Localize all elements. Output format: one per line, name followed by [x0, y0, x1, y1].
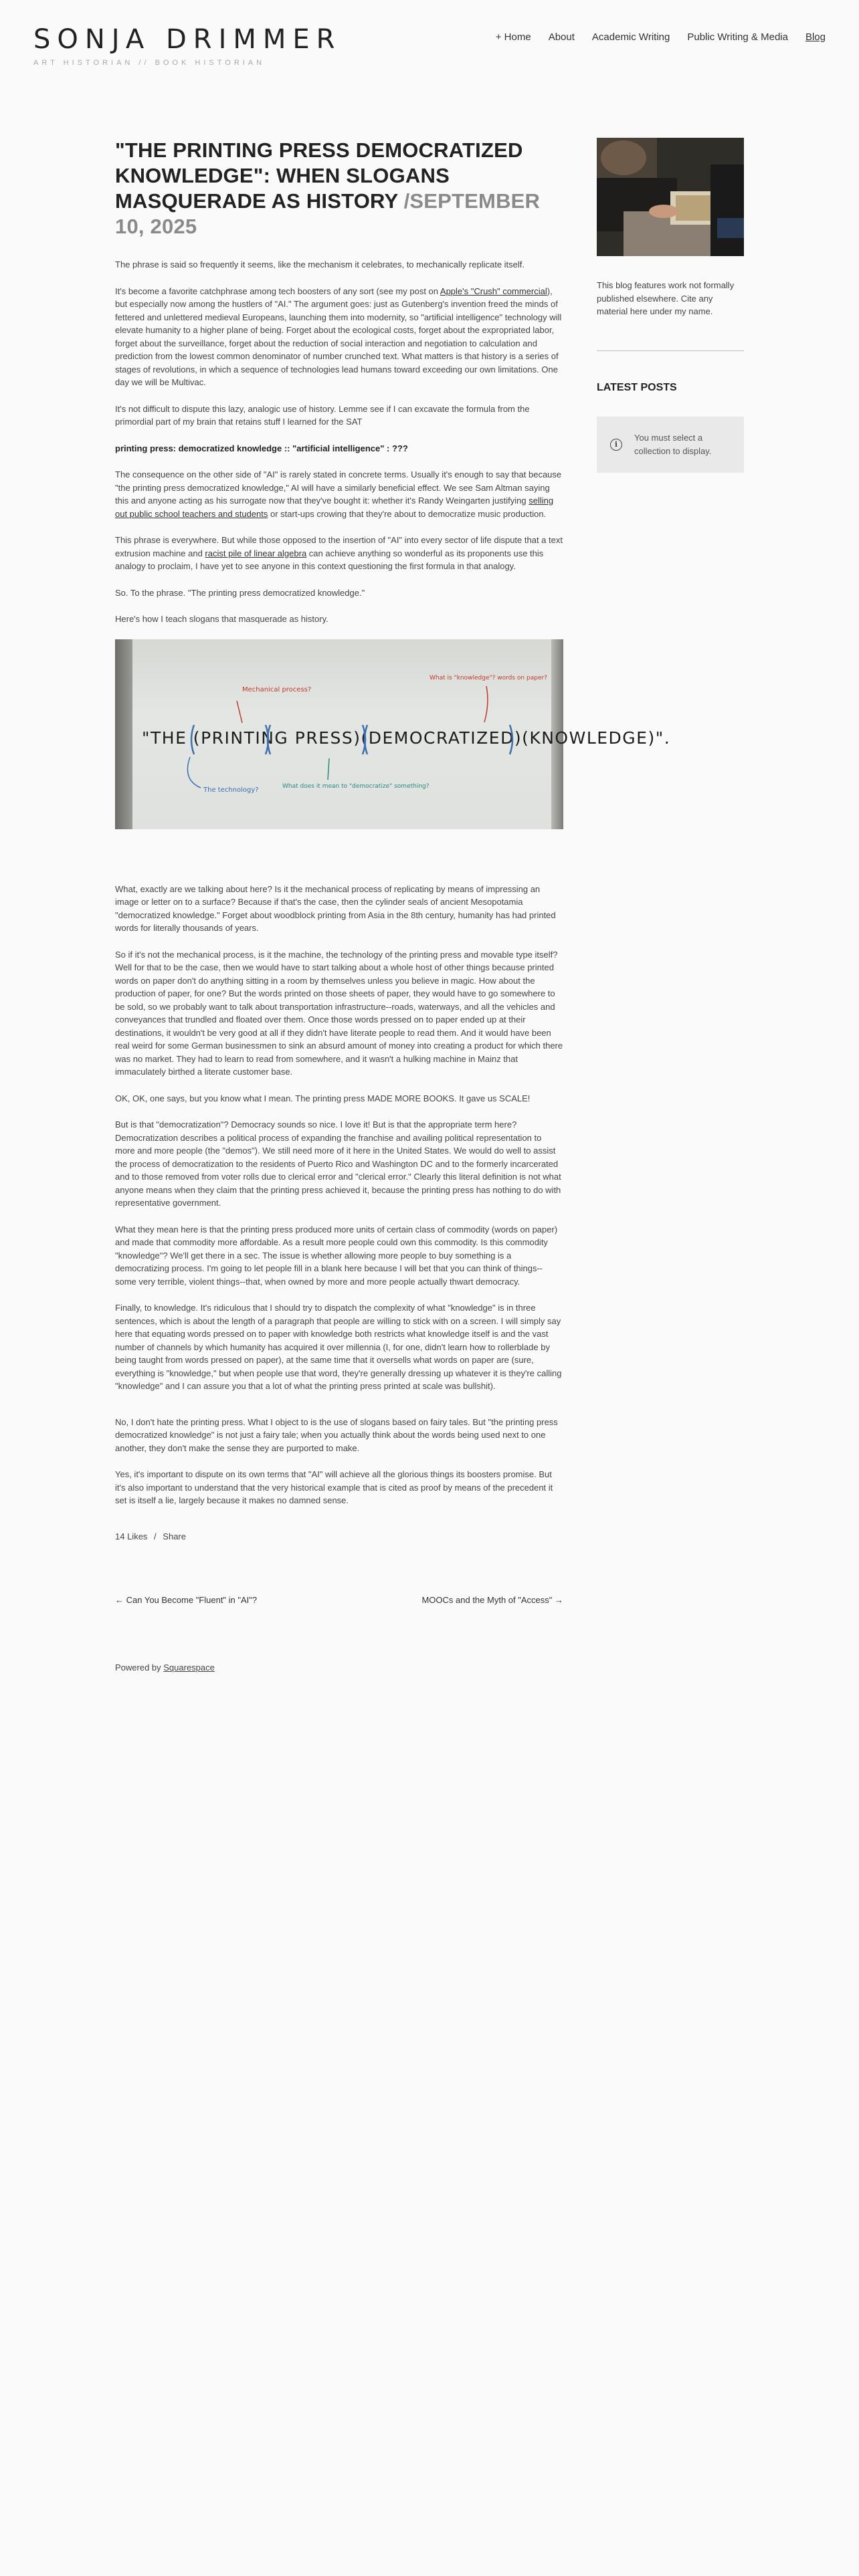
paragraph: But is that "democratization"? Democracy sounds so nice. I love it! But is that the appropriate term here? Democratization describes a political process of expanding the franchise and availing political representation to more and more people (the "demos"). We still need more of it here in the United States. We would do well to assist the process of democratization to the residents of Puerto Rico and Washington DC and to the formerly incarcerated and to those removed from voter rolls due to clerical error and "clerical error." Clearly this literal definition is not what anyone means when they claim that the printing press achieved it, because the printing press has nothing to do with representative government. [115, 1119, 561, 1208]
link-apple-crush[interactable]: Apple's "Crush" commercial [440, 286, 547, 296]
latest-posts-heading: LATEST POSTS [597, 381, 677, 393]
annotation-knowledge: What is "knowledge"? words on paper? [430, 674, 547, 681]
text-run: or start-ups crowing that they're about to democratize music production. [268, 508, 547, 519]
text-run: The consequence on the other side of "AI" is rarely stated in concrete terms. Usually it's enough to say that because "the printing press democratized knowledge," AI will have a similarly beneficial effect. We see Sam Altman saying this and anyone acting as his surrogate now that they've bought it: whether it's Randy Weingarten justifying [115, 469, 562, 506]
post-pagination [115, 1595, 563, 1605]
site-footer [115, 1662, 563, 1673]
collection-notice [597, 417, 744, 473]
paragraph: OK, OK, one says, but you know what I mean. The printing press MADE MORE BOOKS. It gave us SCALE! [115, 1093, 531, 1103]
squarespace-link[interactable]: Squarespace [163, 1662, 215, 1673]
paragraph: What they mean here is that the printing press produced more units of certain class of commodity (words on paper) and made that commodity more affordable. As a result more people could own this commodity. Is this commodity "knowledge"? We'll get there in a sec. The issue is whether allowing more people to buy something is a democratizing process. I'm going to let people fill in a blank here because I will bet that you can think of things--some very terrible, violent things--that, when owned by more and more people actually thwart democracy. [115, 1224, 558, 1287]
share-button[interactable]: Share [163, 1531, 186, 1541]
post-title-text: "THE PRINTING PRESS DEMOCRATIZED KNOWLEDGE": WHEN SLOGANS MASQUERADE AS HISTORY [115, 138, 523, 213]
sidebar-about: This blog features work not formally published elsewhere. Cite any material here under my name. [597, 280, 735, 316]
post-meta [115, 1531, 563, 1541]
nav-about[interactable]: About [548, 31, 575, 43]
paragraph: So. To the phrase. "The printing press democratized knowledge." [115, 587, 365, 598]
link-racist-pile[interactable]: racist pile of linear algebra [205, 548, 307, 558]
paragraph [115, 534, 563, 573]
powered-by-text: Powered by [115, 1662, 164, 1673]
paragraph: The phrase is said so frequently it seems, like the mechanism it celebrates, to mechanically replicate itself. [115, 259, 524, 270]
notice-text: You must select a collection to display. [634, 432, 712, 456]
prev-post-link[interactable]: ← Can You Become "Fluent" in "AI"? [115, 1594, 258, 1605]
paragraph: So if it's not the mechanical process, is it the machine, the technology of the printing press and movable type itself? Well for that to be the case, then we would have to start talking about a whole host of other things because printed words on paper don't do anything sitting in a room by themselves unless you believe in magic. How about the production of paper, for one? But the words printed on those sheets of paper, they would have to go somewhere to be sold, so we probably want to talk about transportation infrastructure--roads, waterways, and all the vehicles and conveyances that trundled and floated over them. Once those words pressed on to paper ended up at their destinations, it wouldn't be very good at all if they didn't have literate people to read them. And it would have been real weird for some German businessmen to sink an absurd amount of money into creating a product for which there was no market. They had to learn to read from somewhere, and it wasn't a hulking machine in Mainz that immaculately birthed a literate customer base. [115, 949, 563, 1077]
main-nav [496, 31, 826, 43]
sidebar-divider [597, 350, 744, 351]
post-date: /SEPTEMBER 10, 2025 [115, 189, 541, 238]
teal-arrow [328, 758, 329, 780]
site-header [0, 0, 859, 80]
nav-academic-writing[interactable]: Academic Writing [591, 31, 670, 43]
text-run: This phrase is everywhere. But while those opposed to the insertion of "AI" into every sector of life dispute that a text extrusion machine and [115, 535, 563, 558]
paragraph [115, 285, 563, 389]
paragraph: Here's how I teach slogans that masquerade as history. [115, 614, 328, 624]
info-icon: i [610, 439, 622, 451]
nav-public-writing[interactable]: Public Writing & Media [687, 31, 788, 43]
red-arrow [237, 701, 242, 723]
nav-home[interactable]: + Home [495, 31, 531, 43]
site-logo[interactable] [33, 24, 341, 67]
text-run: ), but especially now among the hustlers of "AI." The argument goes: just as Gutenberg's invention freed the minds of fettered and unlettered medieval Europeans, launching them into modernity, so "artificial intelligence" technology will elevate humanity to a higher plane of being. Forget about the ecological costs, forget about the expropriated labor, forget about the surveillance, forget about the reduction of social interaction and negotiation to calculation and prediction from the lowest common denominator of number crunched text. What matters is that history is a series of stages of revolutions, in which a sequence of technologies lead humans toward exceeding our own limitations. One day we will be Multivac. [115, 286, 562, 387]
site-title[interactable]: SONJA DRIMMER [33, 24, 342, 55]
site-tagline: ART HISTORIAN // BOOK HISTORIAN [33, 59, 266, 67]
paragraph: Finally, to knowledge. It's ridiculous that I should try to dispatch the complexity of what "knowledge" is in three sentences, which is about the length of a paragraph that people are willing to stick with on a screen. I will simply say here that equating words pressed on to paper with knowledge both restricts what knowledge itself is and the vast number of channels by which humanity has acquired it over millennia (I, for one, didn't learn how to rollerblade by being taught from words pressed on paper), at the same time that it oversells what words on paper are (sure, everything is "knowledge," but when people use that word, they're generally dressing up whatever it is they're calling "knowledge" and I can assure you that a lot of what the printing press printed at scale was bullshit). [115, 1303, 562, 1391]
post-title [115, 138, 563, 239]
paragraph: It's not difficult to dispute this lazy, analogic use of history. Lemme see if I can excavate the formula from the primordial part of my brain that retains stuff I learned for the SAT [115, 403, 530, 427]
paragraph [115, 468, 563, 520]
annotation-democratize: What does it mean to "democratize" something? [282, 782, 430, 790]
blue-arrow [187, 757, 201, 788]
annotation-technology: The technology? [203, 786, 259, 794]
paragraph: No, I don't hate the printing press. What I object to is the use of slogans based on fairy tales. But "the printing press democratized knowledge" is not just a fairy tale; when you actually think about the words being used next to one another, they don't make the sense they are purported to make. [115, 1416, 558, 1453]
paragraph: Yes, it's important to dispute on its own terms that "AI" will achieve all the glorious things its boosters promise. But it's also important to understand that the very historical example that is cited as proof by means of the precedent it set is itself a lie, largely because it makes no damned sense. [115, 1469, 553, 1505]
meta-separator: / [154, 1531, 157, 1541]
annotation-mechanical: Mechanical process? [242, 685, 312, 693]
whiteboard-main-text: "THE (PRINTING PRESS)(DEMOCRATIZED)(KNOWLEDGE)". [142, 728, 671, 748]
red-arrow [484, 686, 488, 722]
text-run: can achieve anything so wonderful as its proponents use this analogy to proclaim, I have yet to see anyone in this context questioning the first formula in that analogy. [115, 548, 544, 571]
photo-illustration [597, 138, 744, 256]
whiteboard-image[interactable] [115, 639, 671, 829]
text-run: It's become a favorite catchphrase among tech boosters of any sort (see my post on [115, 286, 440, 296]
analogy-formula: printing press: democratized knowledge :: "artificial intelligence" : ??? [115, 443, 408, 453]
next-post-link[interactable]: MOOCs and the Myth of "Access" → [421, 1594, 563, 1605]
likes-button[interactable]: 14 Likes [115, 1531, 148, 1541]
paragraph [115, 442, 563, 455]
paragraph: What, exactly are we talking about here? Is it the mechanical process of replicating by means of impressing an image or letter on to a surface? Because if that's the case, then the cylinder seals of ancient Mesopotamia "democratized knowledge." Forget about woodblock printing from Asia in the 8th century, humanity has had printed words for literally thousands of years. [115, 883, 556, 933]
whiteboard-drawing [115, 639, 671, 829]
sidebar-photo [597, 138, 744, 256]
link-selling-out[interactable]: selling out public school teachers and students [115, 496, 554, 519]
sidebar [597, 138, 744, 473]
nav-blog[interactable]: Blog [805, 31, 826, 43]
